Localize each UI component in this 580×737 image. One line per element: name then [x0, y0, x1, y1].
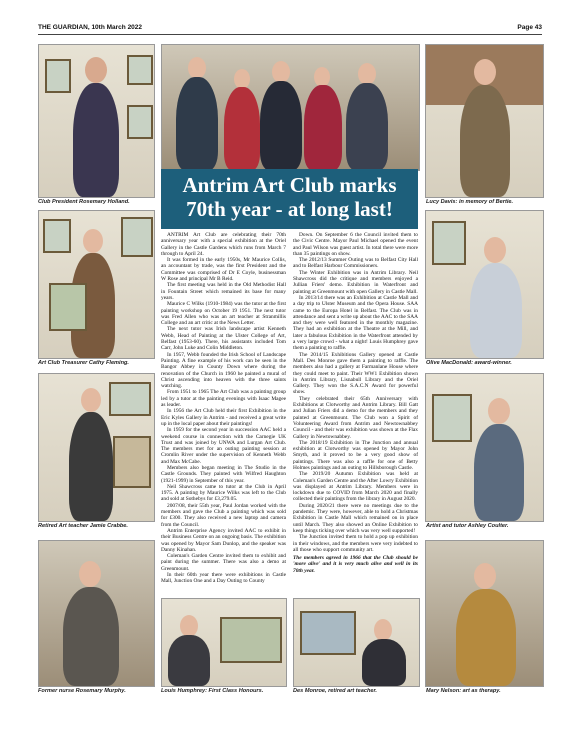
paragraph: 2007/08, their 55th year, Paul Jordan worked with the members and gave the Club a painting which was sold for £300. They also received a new laptop and camera from the Council.	[161, 502, 286, 528]
photo-jamie-crabbe	[38, 373, 155, 522]
caption-louis-humphrey: Louis Humphrey: First Class Honours.	[161, 688, 264, 694]
paragraph: The 2014/15 Exhibitions Gallery opened at Castle Mall. Des Monroe gave them a painting to raffle. The members also had a gallery at Farmanlane House where they could meet to paint. Their WW1 Exhibition shown in Antrim Library, Lisnabull Library and the Oriel Gallery. They won the S.A.C.N Award for powerful show.	[293, 351, 418, 396]
paragraph: The next tutor was Irish landscape artist Kenneth Webb, Head of Painting at the Ulster College of Art, Belfast (1953-60). There, his assistants included Tom Carr, John Luke and Colin Middleton.	[161, 326, 286, 352]
caption-rosemary-murphy: Former nurse Rosemary Murphy.	[38, 688, 126, 694]
caption-jamie-crabbe: Retired Art teacher Jamie Crabbe.	[38, 523, 128, 529]
paragraph: The Winter Exhibition was in Antrim Library. Neil Shawcross did the critique and members enjoyed a Jullian Friers' demo. Exhibition in Waterfront and painting at Greenmount with open Gallery in Castle Mall.	[293, 269, 418, 295]
paragraph: In 1959 for the second year in succession AAC held a weekend course in connection with the Carnegie UK Trust and was joined by UNWA and Lurgan Art Club. The members met for an outing painting session at Cromlin River under the supervision of Kenneth Webb and Max McCabe.	[161, 427, 286, 465]
paragraph: They celebrated their 65th Anniversary with Exhibitions at Clotworthy and Antrim Library. Bill Gatt and Julian Friers did a demo for the members and they painted at Greenmount. The Club won a Spirit of Volunteering Award from Antrim and Newtownabbey Council - and their was exhibition was shown at the Flax Gallery in Newtownabbey.	[293, 395, 418, 440]
paragraph: ANTRIM Art Club are celebrating their 70th anniversary year with a special exhibition at the Oriel Gallery in the Castle Gardens which runs from March 7 through to April 24.	[161, 232, 286, 257]
page-number: Page 43	[517, 24, 542, 31]
paragraph: The Junction invited them to hold a pop up exhibition in their windows, and the members were very indebted to all those who support community art.	[293, 534, 418, 553]
paragraph: Antrim Enterprise Agency invited AAC to exhibit in their Business Centre on an ongoing basis. The exhibition was opened by Mayor Sam Dunlop, and the speaker was Danny Kinahan.	[161, 527, 286, 553]
article-title: Antrim Art Club marks 70th year - at long last!	[161, 169, 418, 229]
paragraph: From 1951 to 1965 The Art Club was a painting group led by a tutor at the painting evenings with Isaac Magee as leader.	[161, 389, 286, 409]
paragraph: Coleman's Garden Centre invited them to exhibit and paint during the summer. There was also a demo at Greenmount.	[161, 553, 286, 572]
photo-group-anniversary	[161, 44, 420, 171]
photo-rosemary-holland	[38, 44, 155, 198]
paragraph: The 2018/19 Exhibition in The Junction and annual exhibition at Clotworthy was opened by Mayor John Smyth, and it proved to be a very good show of paintings. There was also a raffle for one of Betty Holmes paintings and an outing to Hillsborough Castle.	[293, 439, 418, 471]
photo-des-monroe	[293, 598, 420, 687]
paragraph: Members also began meeting in The Studio in the Castle Grounds. They painted with Wilfred Haughton (1921-1999) in September of this year.	[161, 464, 286, 484]
photo-ashley-coulter	[425, 373, 544, 522]
paragraph: Neil Shawcross came to tutor at the Club in April 1975. A painting by Maurice Wilks was left to the Club and sold at Sothebys for £3,279.05.	[161, 483, 286, 503]
header-rule	[38, 34, 542, 35]
caption-des-monroe: Des Monroe, retired art teacher.	[293, 688, 377, 694]
caption-olive-macdonald: Olive MacDonald: award-winner.	[426, 360, 512, 366]
photo-olive-macdonald	[425, 210, 544, 359]
paragraph: It was formed in the early 1950s, Mr Maurice Collis, an accountant by trade, was the first President and the Committee was comprised of Dr E Coyle, businessman W Rose and principal Mr B Reid.	[161, 257, 286, 283]
photo-mary-nelson	[425, 540, 544, 687]
paragraph: The 2019/20 Autumn Exhibition was held at Coleman's Garden Centre and the After Lowry Exhibition was displayed at Antrim Library. Members were in lockdown due to COVID from March 2020 and finally collected their paintings from the library in August 2020.	[293, 471, 418, 503]
paragraph: During 2020/21 there were no meetings due to the pandemic. They were, however, able to hold a Christmas Exhibition in Castle Mall which remained on in place until March. They also showed an Online Exhibition to keep things ticking over which was very well supported!	[293, 502, 418, 534]
caption-ashley-coulter: Artist and tutor Ashley Coulter.	[426, 523, 509, 529]
paragraph: Down. On September 6 the Council invited them to the Civic Centre. Mayor Paul Michael opened the event and Paul Wilson was guest artist. In total there were more than 35 paintings on show.	[293, 232, 418, 257]
photo-cathy-fleming	[38, 210, 155, 359]
photo-lucy-davis	[425, 44, 544, 198]
caption-cathy-fleming: Art Club Treasurer Cathy Fleming.	[38, 360, 129, 366]
paragraph: Maurice C Wilks (1910-1984) was the tutor at the first painting workshop on October 19 1951. The next tutor was Fred Allen who was an art teacher at Stranmillis College and an art critic at the News Letter.	[161, 301, 286, 327]
newspaper-dateline: THE GUARDIAN, 10th March 2022	[38, 24, 143, 31]
photo-louis-humphrey	[161, 598, 287, 687]
caption-lucy-davis: Lucy Davis: in memory of Bertie.	[426, 199, 514, 205]
closing-note: The members agreed in 1966 that the Club should be 'more alive' and it is very much alive and well in its 70th year.	[293, 555, 418, 574]
article-column-2	[293, 232, 418, 594]
article-column-1	[161, 232, 286, 594]
paragraph: In their 60th year there were exhibitions in Castle Mall, Junction One and a Day Outing to County	[161, 572, 286, 585]
caption-mary-nelson: Mary Nelson: art as therapy.	[426, 688, 501, 694]
paragraph: In 1957, Webb founded the Irish School of Landscape Painting. A fine example of his work can be seen in the Bangor Abbey in County Down where during the renovation of the Church in 1960 he painted a mural of Christ ascending into heaven with the three saints watching.	[161, 351, 286, 390]
photo-rosemary-murphy	[38, 540, 155, 687]
paragraph: The 2012/13 Summer Outing was to Belfast City Hall and to Belfast Harbour Commissioners.	[293, 257, 418, 270]
paragraph: In 1956 the Art Club held their first Exhibition in the Eric Kyles Gallery in Antrim - and received a great write up in the local paper about their paintings!	[161, 408, 286, 427]
paragraph: In 2013/14 there was an Exhibition at Castle Mall and a day trip to Ulster Museum and the Opera House. SAA came to the Europa Hotel in Belfast. The Club was in attendance and sent a write up about the AAC to the SAA and they were well featured in the monthly magazine. They had an exhibition at the Theatre at the Mill, and later a fabulous Exhibition in the Waterfront attended by a very large crowd - what a night! Louis Humphrey gave them a painting to raffle.	[293, 294, 418, 352]
caption-rosemary-holland: Club President Rosemary Holland.	[38, 199, 130, 205]
paragraph: The first meeting was held in the Old Methodist Hall in Fountain Street which remained its base for many years.	[161, 282, 286, 301]
